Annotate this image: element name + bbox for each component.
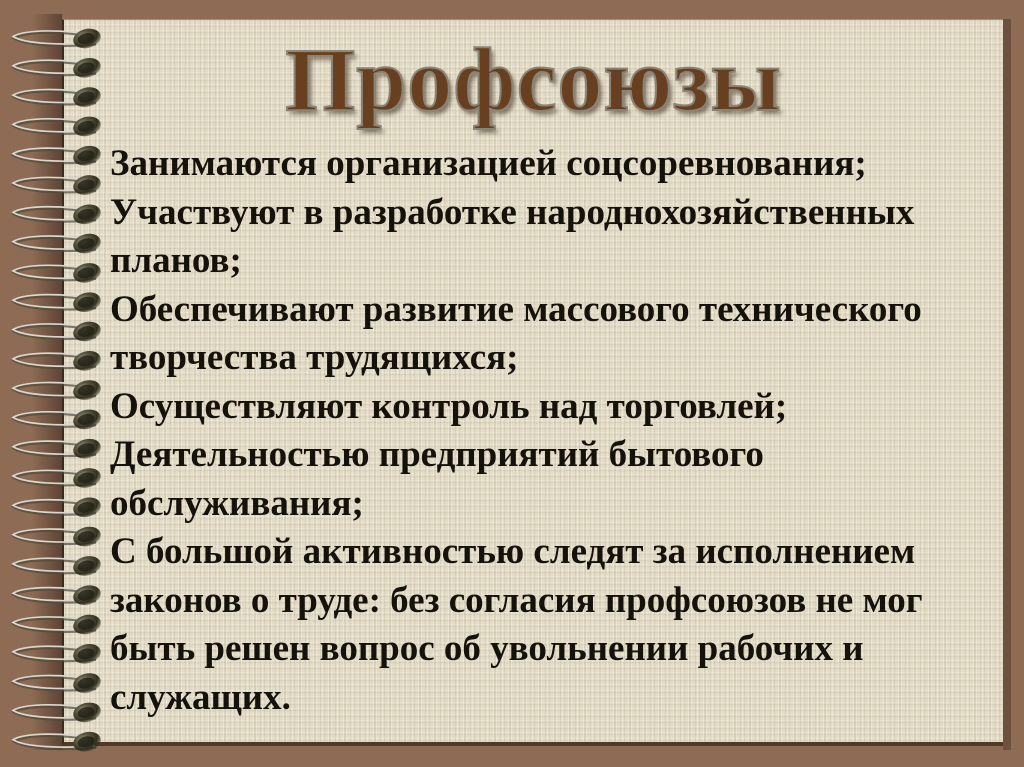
body-line: быть решен вопрос об увольнении рабочих и	[110, 628, 864, 669]
slide-title: Профсоюзы	[285, 31, 782, 130]
body-line: творчества трудящихся;	[110, 337, 519, 378]
spiral-binding-loops	[13, 26, 103, 754]
body-line: планов;	[110, 240, 242, 281]
body-line: законов о труде: без согласия профсоюзов не мог	[110, 579, 923, 621]
spiral-binding	[0, 0, 130, 767]
body-line: Осуществляют контроль над торговлей;	[110, 385, 788, 427]
notebook-paper	[62, 19, 1003, 746]
body-line: Участвуют в разработке народнохозяйственных	[110, 191, 915, 233]
slide-body	[110, 140, 1005, 722]
body-line: служащих.	[110, 676, 291, 718]
body-line: Занимаются организацией соцсоревнования;	[110, 143, 867, 184]
body-line: С большой активностью следят за исполнением	[110, 531, 916, 572]
body-line: Деятельностью предприятий бытового	[110, 434, 764, 475]
body-line: обслуживания;	[110, 482, 364, 524]
paper-right-shadow	[1003, 19, 1011, 750]
body-line: Обеспечивают развитие массового технического	[110, 288, 922, 330]
